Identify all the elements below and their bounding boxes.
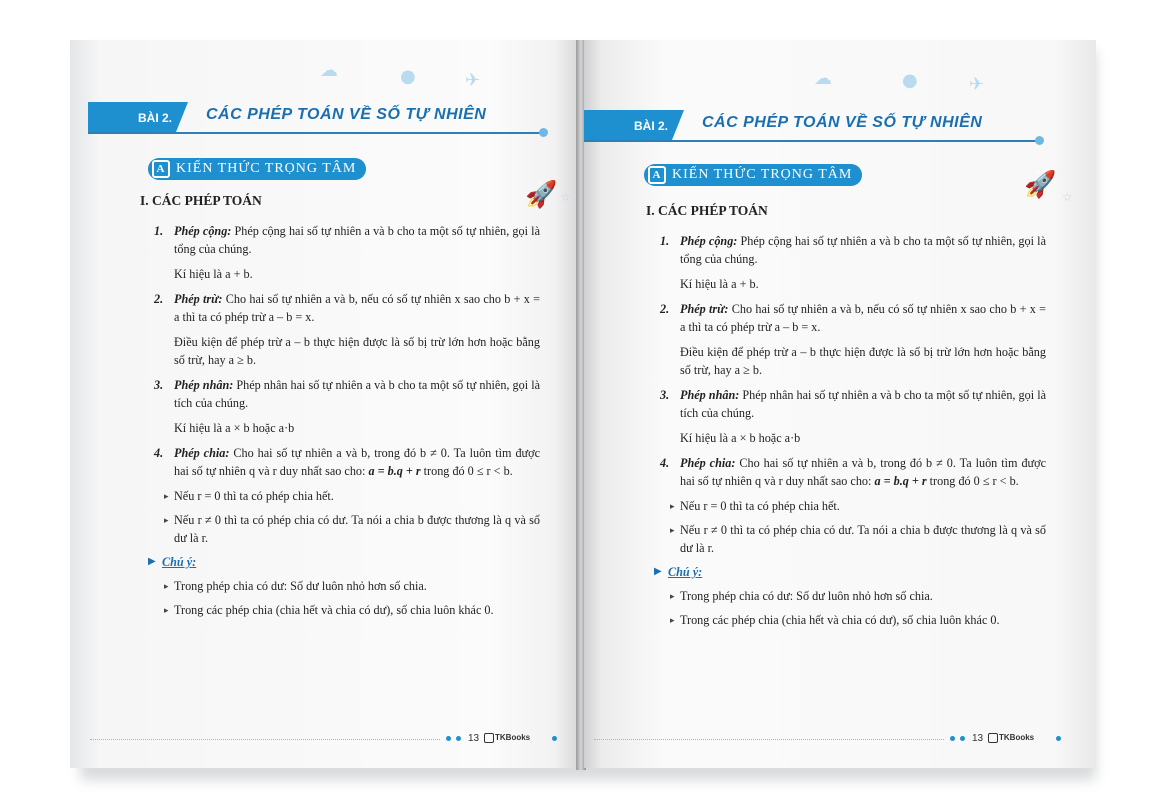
item-addition: [140, 222, 540, 258]
bullet-item: [140, 511, 540, 547]
note-arrow-icon: ▶: [148, 556, 156, 567]
section-tag: A: [152, 160, 170, 178]
bullet-item: [646, 521, 1046, 557]
bullet-item: [140, 487, 540, 505]
division-formula: a = b.q + r: [368, 464, 421, 478]
header-dot: [539, 128, 548, 137]
right-page: [584, 40, 1096, 768]
bullet-arrow-icon: ▸: [670, 501, 675, 511]
note-text: Trong phép chia có dư: Số dư luôn nhỏ hơn số chia.: [680, 589, 933, 603]
note-item: [646, 587, 1046, 605]
header-dot: [1035, 136, 1044, 145]
division-formula: a = b.q + r: [874, 474, 927, 488]
item-body: Cho hai số tự nhiên a và b, trong đó b ≠ 0. Ta luôn tìm được hai số tự nhiên q và r duy nhất sao cho:: [680, 456, 1046, 488]
item-number: 1.: [154, 224, 164, 238]
footer-dot: [456, 736, 461, 741]
bullet-arrow-icon: ▸: [164, 581, 169, 591]
item-multiplication: [140, 376, 540, 412]
bullet-arrow-icon: ▸: [670, 615, 675, 625]
heading: I. CÁC PHÉP TOÁN: [140, 193, 262, 208]
star-icon: ☆: [1062, 190, 1073, 204]
note-label: Chú ý:: [668, 565, 703, 579]
item-number: 2.: [154, 292, 164, 306]
item-number: 3.: [660, 388, 670, 402]
book-icon: [484, 733, 494, 743]
left-page: [70, 40, 578, 768]
item-body: Cho hai số tự nhiên a và b, nếu có số tự nhiên x sao cho b + x = a thì ta có phép trừ a – b = x.: [680, 302, 1047, 334]
note-item: [140, 577, 540, 595]
item-note: Kí hiệu là a + b.: [680, 277, 759, 291]
footer-dot: [446, 736, 451, 741]
item-term: Phép trừ:: [174, 292, 223, 306]
bullet-arrow-icon: ▸: [164, 491, 169, 501]
publisher-name: TKBooks: [999, 733, 1035, 743]
section-banner: [644, 164, 862, 186]
note-item: [646, 611, 1046, 629]
item-body: Phép nhân hai số tự nhiên a và b cho ta một số tự nhiên, gọi là tích của chúng.: [680, 388, 1046, 420]
item-term: Phép nhân:: [174, 378, 234, 392]
rocket-icon: 🚀: [1024, 170, 1057, 200]
item-body: trong đó 0 ≤ r < b.: [926, 474, 1019, 488]
heading: I. CÁC PHÉP TOÁN: [646, 203, 768, 218]
book-icon: [988, 733, 998, 743]
lesson-number: BÀI 2.: [138, 111, 173, 125]
item-body: Phép nhân hai số tự nhiên a và b cho ta một số tự nhiên, gọi là tích của chúng.: [174, 378, 540, 410]
item-body: Phép cộng hai số tự nhiên a và b cho ta một số tự nhiên, gọi là tổng của chúng.: [174, 224, 540, 256]
open-book: [70, 40, 1096, 775]
footer-rule: [90, 739, 440, 740]
item-number: 4.: [154, 446, 164, 460]
item-body: Phép cộng hai số tự nhiên a và b cho ta một số tự nhiên, gọi là tổng của chúng.: [680, 234, 1046, 266]
bullet-text: Nếu r = 0 thì ta có phép chia hết.: [174, 489, 334, 503]
item-number: 1.: [660, 234, 670, 248]
note-arrow-icon: ▶: [654, 566, 662, 577]
note-text: Trong phép chia có dư: Số dư luôn nhỏ hơn số chia.: [174, 579, 427, 593]
item-multiplication: [646, 386, 1046, 422]
lesson-number: BÀI 2.: [634, 119, 669, 133]
balloon-icon: ●: [400, 66, 416, 87]
item-number: 2.: [660, 302, 670, 316]
balloon-icon: ●: [902, 70, 918, 91]
item-division: [646, 454, 1046, 490]
publisher-logo: [988, 733, 1034, 743]
bullet-arrow-icon: ▸: [164, 515, 169, 525]
item-note: Điều kiện để phép trừ a – b thực hiện được là số bị trừ lớn hơn hoặc bằng số trừ, hay a ≥ b.: [680, 345, 1046, 377]
footer-dot: [960, 736, 965, 741]
paper-plane-icon: ✈: [465, 70, 481, 91]
item-note: Kí hiệu là a + b.: [174, 267, 253, 281]
page-content: [646, 202, 1046, 635]
page-number: 13: [468, 733, 480, 744]
note-text: Trong các phép chia (chia hết và chia có dư), số chia luôn khác 0.: [174, 603, 494, 617]
header-rule: [88, 132, 544, 134]
cloud-icon: ☁: [320, 60, 338, 81]
bullet-arrow-icon: ▸: [164, 605, 169, 615]
item-term: Phép cộng:: [680, 234, 738, 248]
item-subtraction: [646, 300, 1046, 336]
section-banner: [148, 158, 366, 180]
section-title: KIẾN THỨC TRỌNG TÂM: [176, 161, 357, 176]
lesson-title: CÁC PHÉP TOÁN VỀ SỐ TỰ NHIÊN: [702, 114, 983, 131]
page-content: [140, 192, 540, 625]
item-number: 4.: [660, 456, 670, 470]
star-icon: ☆: [560, 190, 571, 204]
item-subtraction: [140, 290, 540, 326]
item-term: Phép chia:: [174, 446, 230, 460]
page-number: 13: [972, 733, 984, 744]
bullet-text: Nếu r = 0 thì ta có phép chia hết.: [680, 499, 840, 513]
item-number: 3.: [154, 378, 164, 392]
note-heading: [646, 563, 1046, 581]
item-body: Cho hai số tự nhiên a và b, trong đó b ≠ 0. Ta luôn tìm được hai số tự nhiên q và r duy nhất sao cho:: [174, 446, 540, 478]
note-label: Chú ý:: [162, 555, 197, 569]
rocket-icon: 🚀: [525, 180, 558, 210]
page-footer: [594, 733, 1064, 747]
footer-rule: [594, 739, 944, 740]
item-note: Kí hiệu là a × b hoặc a·b: [680, 431, 801, 445]
item-term: Phép trừ:: [680, 302, 729, 316]
bullet-arrow-icon: ▸: [670, 591, 675, 601]
footer-dot: [1056, 736, 1061, 741]
item-term: Phép chia:: [680, 456, 736, 470]
note-heading: [140, 553, 540, 571]
item-note: Điều kiện để phép trừ a – b thực hiện được là số bị trừ lớn hơn hoặc bằng số trừ, hay a ≥ b.: [174, 335, 540, 367]
item-note: Kí hiệu là a × b hoặc a·b: [174, 421, 295, 435]
item-addition: [646, 232, 1046, 268]
bullet-text: Nếu r ≠ 0 thì ta có phép chia có dư. Ta nói a chia b được thương là q và số dư là r.: [680, 523, 1046, 555]
publisher-name: TKBooks: [495, 733, 531, 743]
bullet-arrow-icon: ▸: [670, 525, 675, 535]
lesson-title: CÁC PHÉP TOÁN VỀ SỐ TỰ NHIÊN: [206, 106, 487, 123]
bullet-item: [646, 497, 1046, 515]
section-title: KIẾN THỨC TRỌNG TÂM: [672, 167, 853, 182]
lesson-header: [88, 102, 544, 132]
item-division: [140, 444, 540, 480]
page-footer: [90, 733, 560, 747]
footer-dot: [950, 736, 955, 741]
footer-dot: [552, 736, 557, 741]
cloud-icon: ☁: [814, 68, 832, 89]
publisher-logo: [484, 733, 530, 743]
bullet-text: Nếu r ≠ 0 thì ta có phép chia có dư. Ta nói a chia b được thương là q và số dư là r.: [174, 513, 540, 545]
lesson-header: [584, 110, 1040, 140]
item-term: Phép cộng:: [174, 224, 232, 238]
item-body: Cho hai số tự nhiên a và b, nếu có số tự nhiên x sao cho b + x = a thì ta có phép trừ a – b = x.: [174, 292, 541, 324]
section-tag: A: [648, 166, 666, 184]
note-text: Trong các phép chia (chia hết và chia có dư), số chia luôn khác 0.: [680, 613, 1000, 627]
item-term: Phép nhân:: [680, 388, 740, 402]
header-rule: [584, 140, 1040, 142]
paper-plane-icon: ✈: [969, 74, 985, 95]
item-body: trong đó 0 ≤ r < b.: [420, 464, 513, 478]
note-item: [140, 601, 540, 619]
